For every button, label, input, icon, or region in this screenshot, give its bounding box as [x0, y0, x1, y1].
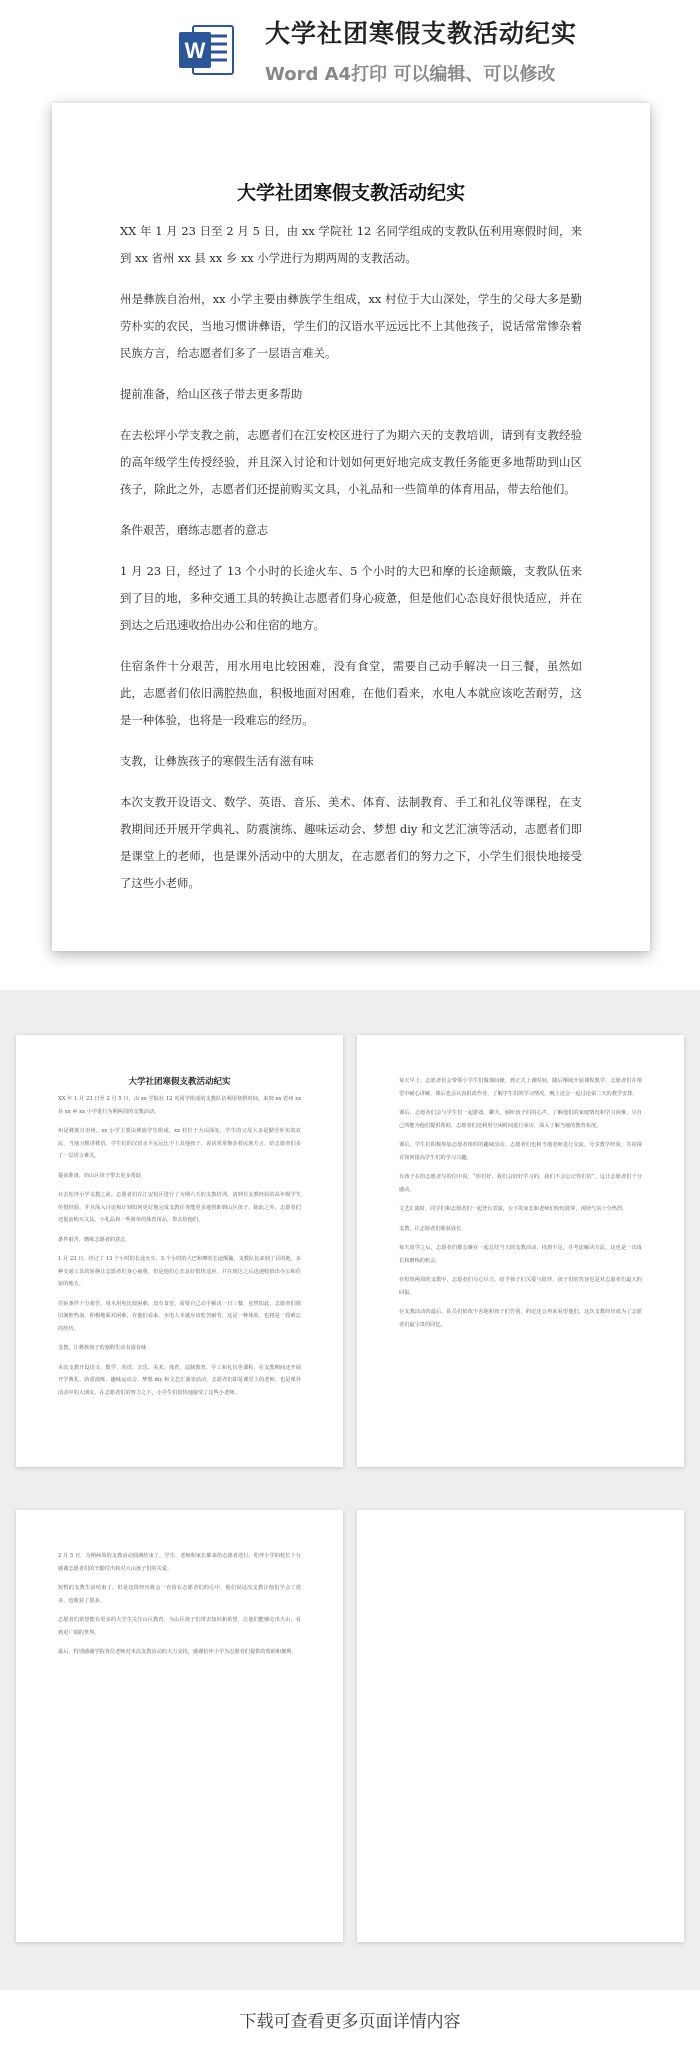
- thumbnail-paragraph: 本次支教开设语文、数学、英语、音乐、美术、体育、法制教育、手工和礼仪等课程，在支教期间还开展开学典礼、防震演练、趣味运动会、梦想 diy 和文艺汇演等活动，志愿者们即是课堂上的老师，也是课外活动中的大朋友，在志愿者们的努力之下，小学生们很快地接受了这些小老师。: [58, 1364, 301, 1396]
- thumbnail-paragraph: 住宿条件十分艰苦，用水用电比较困难，没有食堂，需要自己动手解决一日三餐，虽然如此，志愿者们依旧满腔热血，积极地面对困难，在他们看来，水电人本就应该吃苦耐劳，这是一种体验，也将是一段难忘的经历。: [58, 1300, 301, 1332]
- section-heading: 支教，让彝族孩子的寒假生活有滋有味: [120, 754, 314, 768]
- thumbnail-paragraph: 在去松坪小学支教之前，志愿者们在江安校区进行了为期六天的支教培训，请到有支教经验的高年级学生传授经验，并且深入讨论和计划如何更好地完成支教任务能更多地帮助到山区孩子，除此之外，志愿者们还提前购买文具，小礼品和一些简单的体育用品，带去给他们。: [58, 1192, 301, 1223]
- thumbnail-paragraph: 在短短两周的支教中，志愿者们尽心尽力，给予孩子们关爱与陪伴，孩子们的笑容也是对志愿者们最大的回报。: [399, 1277, 642, 1296]
- thumbnail-page-3[interactable]: [16, 1510, 343, 1942]
- document-body: [120, 178, 582, 911]
- paragraph: 住宿条件十分艰苦，用水用电比较困难，没有食堂，需要自己动手解决一日三餐，虽然如此，志愿者们依旧满腔热血，积极地面对困难，在他们看来，水电人本就应该吃苦耐劳，这是一种体验，也将是一段难忘的经历。: [120, 659, 582, 727]
- thumbnail-paragraph: 州是彝族自治州，xx 小学主要由彝族学生组成，xx 村位于大山深处，学生的父母大多是勤劳朴实的农民，当地习惯讲彝语，学生们的汉语水平远远比不上其他孩子，说话常常惨杂着民族方言，给志愿者们多了一层语言难关。: [58, 1128, 301, 1159]
- thumbnail-paragraph: 条件艰苦，磨练志愿者的意志: [58, 1236, 126, 1243]
- thumbnail-paragraph: XX 年 1 月 23 日至 2 月 5 日，由 xx 学院社 12 名同学组成的支教队伍利用寒假时间，来到 xx 省州 xx 县 xx 乡 xx 小学进行为期两周的支教活动。: [58, 1096, 301, 1115]
- paragraph: 本次支教开设语文、数学、英语、音乐、美术、体育、法制教育、手工和礼仪等课程，在支教期间还开展开学典礼、防震演练、趣味运动会、梦想 diy 和文艺汇演等活动，志愿者们即是课堂上的老师，也是课外活动中的大朋友，在志愿者们的努力之下，小学生们很快地接受了这些小老师。: [120, 795, 582, 890]
- thumbnail-body: [399, 1075, 642, 1338]
- thumbnail-paragraph: 在支教活动的最后，队员们依依不舍地和孩子们告别，约定还会再来看望他们，这次支教经历成为了志愿者们最宝贵的回忆。: [399, 1309, 642, 1328]
- thumbnail-page-4[interactable]: [357, 1510, 684, 1942]
- thumbnail-paragraph: 1 月 23 日，经过了 13 个小时的长途火车、5 个小时的大巴和摩的长途颠簸，支教队伍来到了目的地，多种交通工具的转换让志愿者们身心疲惫，但是他们心态良好很快适应，并在到达之后迅速收拾出办公和住宿的地方。: [58, 1256, 301, 1287]
- section-heading: 条件艰苦，磨练志愿者的意志: [120, 523, 269, 537]
- download-more-text[interactable]: 下载可查看更多页面详情内容: [239, 2012, 461, 2032]
- header-title: 大学社团寒假支教活动纪实: [265, 19, 578, 48]
- thumbnail-paragraph: 志愿者们希望能有更多的大学生关注山区教育，为山区孩子们带去知识和希望，让他们能够走出大山，看到更广阔的世界。: [58, 1617, 301, 1636]
- thumbnail-page-1[interactable]: [16, 1035, 343, 1467]
- word-icon: [175, 18, 239, 82]
- paragraph: XX 年 1 月 23 日至 2 月 5 日，由 xx 学院社 12 名同学组成的支教队伍利用寒假时间，来到 xx 省州 xx 县 xx 乡 xx 小学进行为期两周的支教活动。: [120, 224, 582, 265]
- paragraph: 州是彝族自治州，xx 小学主要由彝族学生组成，xx 村位于大山深处，学生的父母大多是勤劳朴实的农民，当地习惯讲彝语，学生们的汉语水平远远比不上其他孩子，说话常常惨杂着民族方言，给志愿者们多了一层语言难关。: [120, 292, 582, 360]
- thumbnail-paragraph: 短暂的支教生活结束了，但是这段经历将会一直留在志愿者们的心中，他们说这次支教让他们学会了很多，也收获了很多。: [58, 1585, 301, 1604]
- thumbnail-paragraph: 课后，学生们积极参加志愿者组织的趣味活动，志愿者们也和当地老师进行交流，分享教学经验，共同探讨如何提高学生们的学习兴趣。: [399, 1142, 642, 1161]
- thumbnail-paragraph: 每天放学之后，志愿者们都会聚在一起总结当天的支教活动，找到不足，并考虑解决方法，这也是一次成长和磨练的机会。: [399, 1245, 642, 1264]
- thumbnail-paragraph: 课后，志愿者们会与学生们一起游戏、聊天，倾听孩子们的心声，了解他们的家庭情况和学习困难，尽自己所能为他们提供帮助，志愿者们还利用空闲时间进行家访，深入了解当地的教育状况。: [399, 1110, 642, 1129]
- thumbnail-page-2[interactable]: [357, 1035, 684, 1467]
- thumbnail-title: 大学社团寒假支教活动纪实: [128, 1077, 231, 1087]
- thumbnail-paragraph: 有孩子在给志愿者写的信中说：“你们好，我们会好好学习的，我们不会忘记你们的”，这让志愿者们十分感动。: [399, 1174, 642, 1193]
- section-heading: 提前准备，给山区孩子带去更多帮助: [120, 387, 303, 401]
- thumbnail-paragraph: 每天早上，志愿者们会带领小学生们做课间操，到正式上课时间，随后继续开展课程教学，志愿者们在课堂中耐心讲解，课后也会认真批改作业，了解学生们的学习情况，晚上还会一起讨论第二天的教学安排。: [399, 1078, 642, 1097]
- word-logo-letter: W: [184, 38, 206, 63]
- paragraph: 1 月 23 日，经过了 13 个小时的长途火车、5 个小时的大巴和摩的长途颠簸，支教队伍来到了目的地，多种交通工具的转换让志愿者们身心疲惫，但是他们心态良好很快适应，并在到达之后迅速收拾出办公和住宿的地方。: [120, 564, 582, 632]
- document-page: [52, 103, 650, 951]
- thumbnail-paragraph: 文艺汇演时，同学们和志愿者们一起登台表演，台下的家长和老师们纷纷鼓掌，现场气氛十分热烈。: [399, 1206, 628, 1212]
- paragraph: 在去松坪小学支教之前，志愿者们在江安校区进行了为期六天的支教培训，请到有支教经验的高年级学生传授经验，并且深入讨论和计划如何更好地完成支教任务能更多地帮助到山区孩子，除此之外，志愿者们还提前购买文具，小礼品和一些简单的体育用品，带去给他们。: [120, 428, 582, 496]
- thumbnail-body: [58, 1075, 301, 1406]
- thumbnail-paragraph: 2 月 5 日，为期两周的支教活动圆满结束了，学生、老师和家长都来给志愿者送行，松坪小学的校长十分感谢志愿者们的辛勤付出和对大山孩子们的关爱。: [58, 1553, 301, 1572]
- thumbnail-paragraph: 支教，让志愿者们收获成长: [399, 1225, 462, 1232]
- page-thumbnails: [0, 990, 700, 1990]
- document-title: 大学社团寒假支教活动纪实: [236, 182, 465, 204]
- header: [0, 0, 700, 110]
- thumbnail-paragraph: 支教，让彝族孩子的寒假生活有滋有味: [58, 1345, 147, 1351]
- header-subtitle: Word A4打印 可以编辑、可以修改: [265, 64, 556, 85]
- thumbnail-paragraph: 最后，特别感谢学院各位老师对本次支教活动的大力支持，感谢松坪小学为志愿者们提供的帮助和便利。: [58, 1649, 297, 1655]
- thumbnail-paragraph: 提前准备，给山区孩子带去更多帮助: [58, 1172, 142, 1179]
- thumbnail-body: [58, 1550, 301, 1666]
